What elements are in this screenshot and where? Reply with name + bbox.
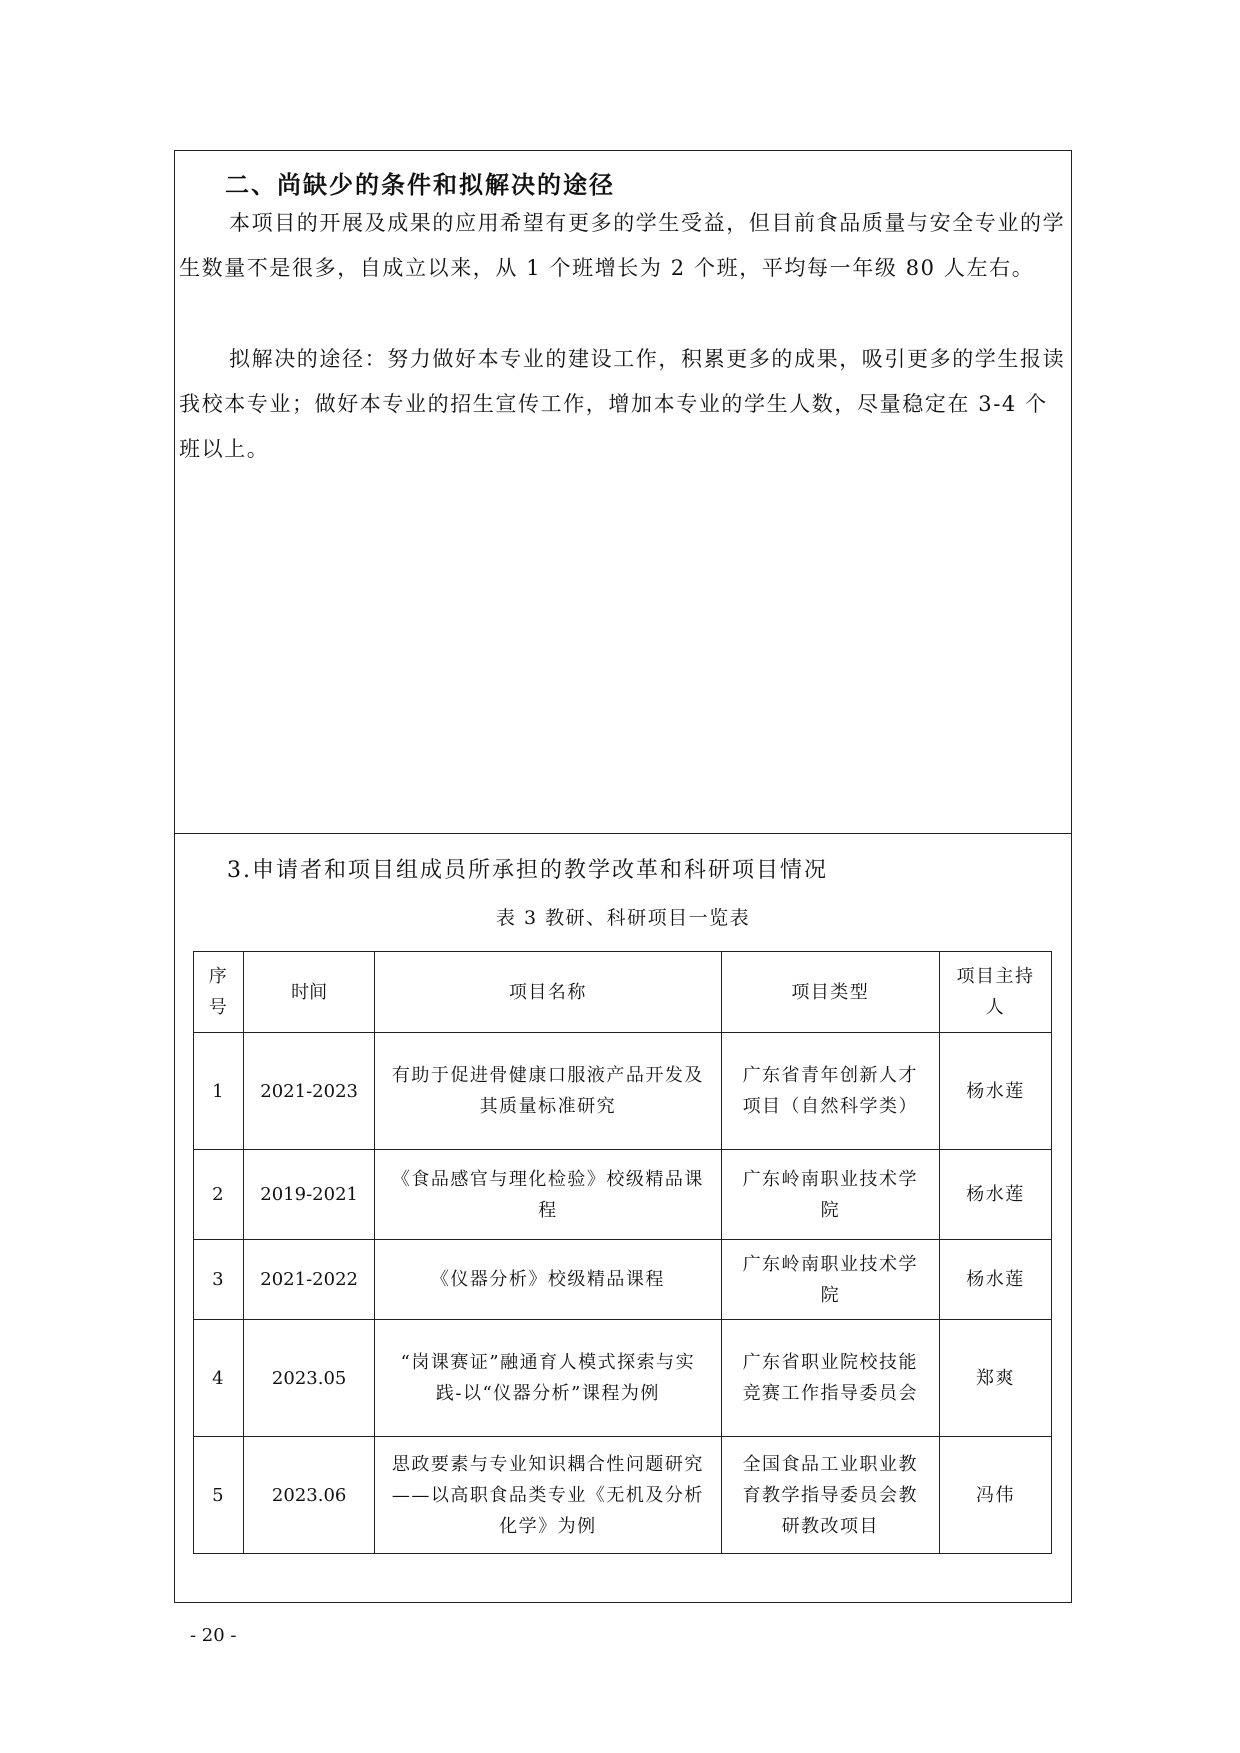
paragraph-solutions: 拟解决的途径：努力做好本专业的建设工作，积累更多的成果，吸引更多的学生报读我校本专业；做好本专业的招生宣传工作，增加本专业的学生人数，尽量稳定在 3-4 个班以上。 xyxy=(179,347,1066,461)
projects-heading: 3.申请者和项目组成员所承担的教学改革和科研项目情况 xyxy=(227,858,828,883)
cell-time: 2019-2021 xyxy=(244,1150,375,1240)
cell-host: 郑爽 xyxy=(940,1320,1052,1437)
cell-host: 冯伟 xyxy=(940,1437,1052,1554)
cell-no: 1 xyxy=(194,1033,244,1150)
cell-type: 广东岭南职业技术学院 xyxy=(721,1240,939,1320)
cell-host: 杨水莲 xyxy=(940,1240,1052,1320)
cell-time: 2023.06 xyxy=(244,1437,375,1554)
cell-no: 2 xyxy=(194,1150,244,1240)
table-caption: 表 3 教研、科研项目一览表 xyxy=(495,907,751,929)
header-type: 项目类型 xyxy=(721,952,939,1033)
cell-host: 杨水莲 xyxy=(940,1033,1052,1150)
cell-name: 《仪器分析》校级精品课程 xyxy=(375,1240,721,1320)
header-name: 项目名称 xyxy=(375,952,721,1033)
table-row xyxy=(194,1150,1052,1240)
table-header-row xyxy=(194,952,1052,1033)
cell-time: 2021-2023 xyxy=(244,1033,375,1150)
cell-type: 广东省职业院校技能竞赛工作指导委员会 xyxy=(721,1320,939,1437)
cell-host: 杨水莲 xyxy=(940,1150,1052,1240)
cell-name: 有助于促进骨健康口服液产品开发及其质量标准研究 xyxy=(375,1033,721,1150)
cell-name: “岗课赛证”融通育人模式探索与实践-以“仪器分析”课程为例 xyxy=(375,1320,721,1437)
cell-no: 4 xyxy=(194,1320,244,1437)
cell-type: 广东省青年创新人才项目（自然科学类） xyxy=(721,1033,939,1150)
cell-type: 广东岭南职业技术学院 xyxy=(721,1150,939,1240)
header-time: 时间 xyxy=(244,952,375,1033)
form-frame xyxy=(174,150,1072,1603)
header-no: 序号 xyxy=(194,952,244,1033)
table-row xyxy=(194,1240,1052,1320)
cell-name: 思政要素与专业知识耦合性问题研究——以高职食品类专业《无机及分析化学》为例 xyxy=(375,1437,721,1554)
section-divider xyxy=(175,833,1071,834)
cell-no: 5 xyxy=(194,1437,244,1554)
page-number: - 20 - xyxy=(190,1625,237,1646)
header-host: 项目主持人 xyxy=(940,952,1052,1033)
cell-time: 2023.05 xyxy=(244,1320,375,1437)
cell-name: 《食品感官与理化检验》校级精品课程 xyxy=(375,1150,721,1240)
cell-type: 全国食品工业职业教育教学指导委员会教研教改项目 xyxy=(721,1437,939,1554)
cell-no: 3 xyxy=(194,1240,244,1320)
table-row xyxy=(194,1033,1052,1150)
paragraph-conditions: 本项目的开展及成果的应用希望有更多的学生受益，但目前食品质量与安全专业的学生数量不是很多，自成立以来，从 1 个班增长为 2 个班，平均每一年级 80 人左右。 xyxy=(179,211,1066,280)
cell-time: 2021-2022 xyxy=(244,1240,375,1320)
projects-table xyxy=(193,951,1052,1554)
table-row xyxy=(194,1437,1052,1554)
table-row xyxy=(194,1320,1052,1437)
section-title: 二、尚缺少的条件和拟解决的途径 xyxy=(225,170,615,199)
